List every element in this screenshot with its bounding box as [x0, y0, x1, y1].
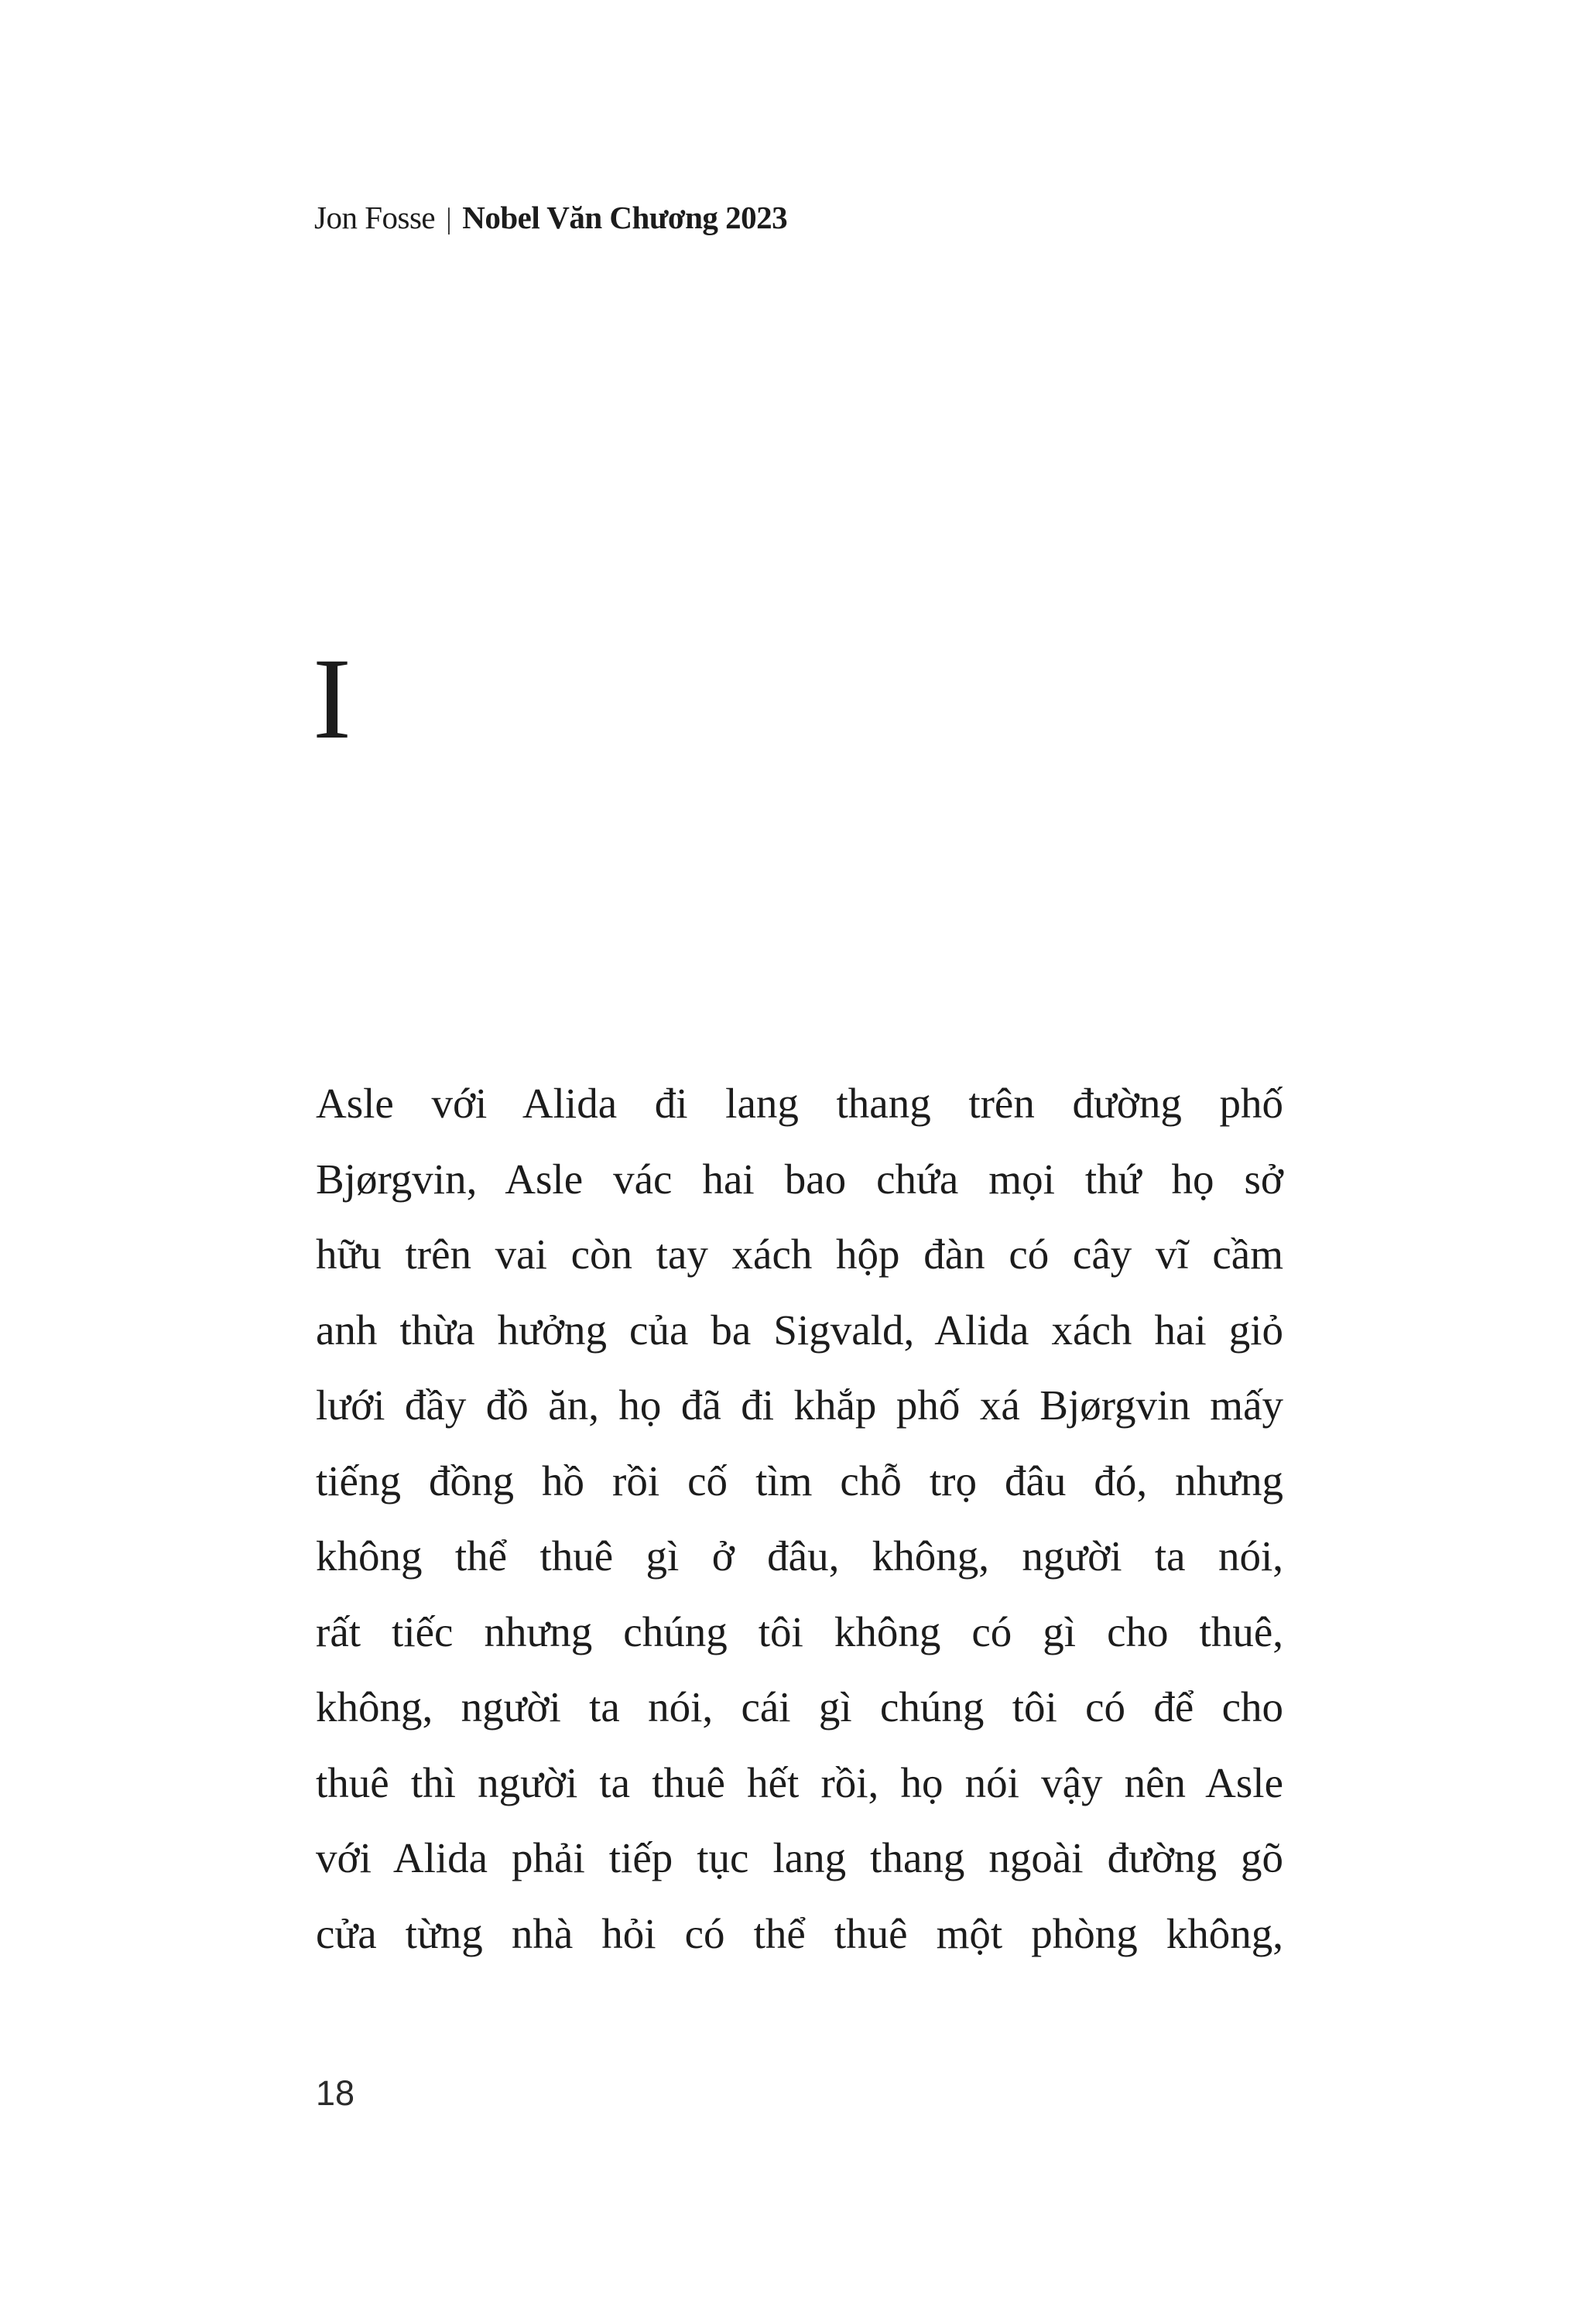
- body-text-line: tiếng đồng hồ rồi cố tìm chỗ trọ đâu đó, nhưng: [316, 1457, 1283, 1505]
- body-text-line: rất tiếc nhưng chúng tôi không có gì cho thuê,: [316, 1607, 1283, 1655]
- page-number: 18: [316, 2073, 355, 2113]
- body-text-line: cửa từng nhà hỏi có thể thuê một phòng không,: [316, 1909, 1283, 1957]
- body-text-line: không thể thuê gì ở đâu, không, người ta nói,: [316, 1532, 1283, 1580]
- body-text: [316, 1066, 1283, 1971]
- body-text-line: không, người ta nói, cái gì chúng tôi có để cho: [316, 1683, 1283, 1730]
- chapter-numeral: I: [313, 635, 351, 763]
- running-header: [314, 200, 787, 237]
- header-separator: |: [446, 203, 452, 235]
- body-text-line: hữu trên vai còn tay xách hộp đàn có cây vĩ cầm: [316, 1231, 1283, 1278]
- body-text-line: với Alida phải tiếp tục lang thang ngoài đường gõ: [316, 1834, 1283, 1881]
- body-text-line: thuê thì người ta thuê hết rồi, họ nói vậy nên Asle: [316, 1758, 1283, 1806]
- body-text-line: Asle với Alida đi lang thang trên đường phố: [316, 1080, 1283, 1127]
- body-text-line: anh thừa hưởng của ba Sigvald, Alida xách hai giỏ: [316, 1306, 1283, 1354]
- author-name: Jon Fosse: [314, 200, 436, 235]
- body-text-line: lưới đầy đồ ăn, họ đã đi khắp phố xá Bjørgvin mấy: [316, 1381, 1283, 1429]
- book-title: Nobel Văn Chương 2023: [462, 200, 788, 235]
- body-text-line: Bjørgvin, Asle vác hai bao chứa mọi thứ họ sở: [316, 1155, 1283, 1203]
